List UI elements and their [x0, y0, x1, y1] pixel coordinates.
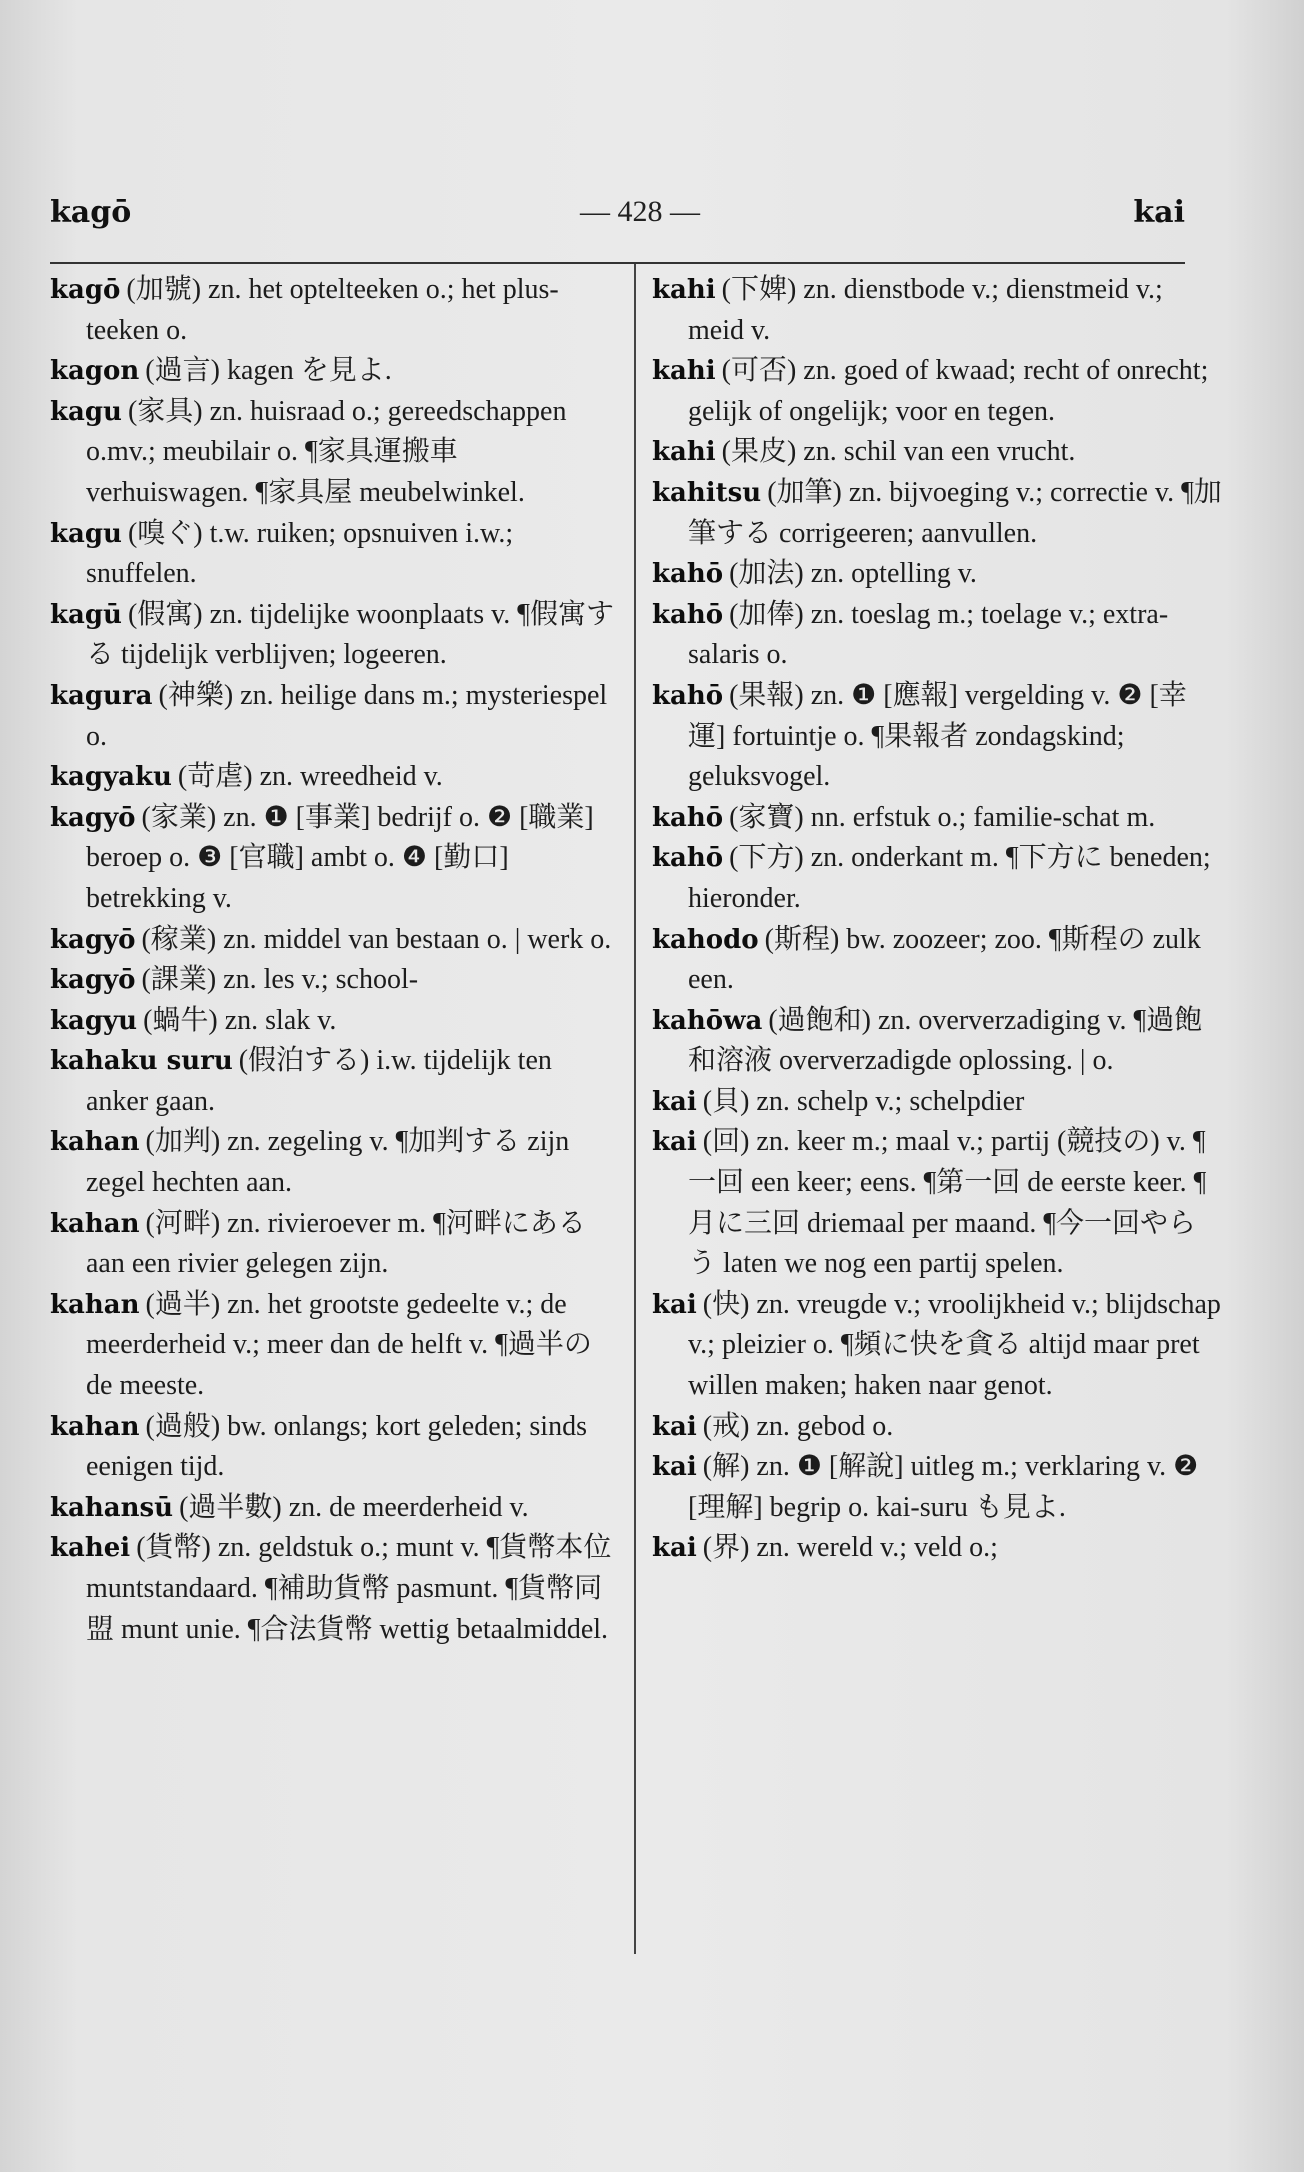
- left-column: [50, 270, 620, 1650]
- entry-headword: kahodo: [652, 924, 759, 955]
- entry-definition: (下方) zn. onderkant m. ¶下方に beneden; hieronder.: [688, 842, 1211, 914]
- entry-headword: kagu: [50, 518, 122, 549]
- page-header: [50, 195, 1185, 245]
- entry-definition: (過半數) zn. de meerderheid v.: [179, 1491, 529, 1523]
- entry-headword: kagyaku: [50, 762, 172, 793]
- entry-definition: (貝) zn. schelp v.; schelpdier: [702, 1085, 1025, 1117]
- entry-headword: kahei: [50, 1533, 131, 1564]
- entry-definition: (課業) zn. les v.; school-: [141, 964, 419, 996]
- dictionary-entry: [50, 1204, 620, 1285]
- entry-headword: kahan: [50, 1289, 140, 1320]
- entry-definition: (過飽和) zn. oververzadiging v. ¶過飽和溶液 oververzadigde oplossing. | o.: [688, 1004, 1203, 1077]
- entry-headword: kahan: [50, 1127, 140, 1158]
- entry-headword: kahi: [652, 356, 716, 387]
- entry-headword: kahō: [652, 680, 724, 711]
- entry-definition: (加俸) zn. toeslag m.; toelage v.; extra-salaris o.: [688, 598, 1169, 671]
- entry-headword: kagyō: [50, 924, 136, 955]
- entry-headword: kahitsu: [652, 477, 762, 508]
- entry-headword: kahan: [50, 1411, 140, 1442]
- entry-definition: (蝸牛) zn. slak v.: [143, 1004, 337, 1036]
- dictionary-entry: [50, 392, 620, 514]
- dictionary-entry: [652, 1528, 1222, 1569]
- dictionary-entry: [50, 1122, 620, 1203]
- entry-headword: kahi: [652, 275, 716, 305]
- entry-definition: (過般) bw. onlangs; kort geleden; sinds eenigen tijd.: [86, 1410, 587, 1483]
- entry-headword: kagu: [50, 396, 122, 427]
- dictionary-entry: [652, 676, 1222, 798]
- entry-headword: kahi: [652, 437, 716, 468]
- dictionary-entry: [50, 1001, 620, 1042]
- entry-definition: (回) zn. keer m.; maal v.; partij (競技の) v. ¶一回 een keer; eens. ¶第一回 de eerste keer. ¶月に三回 driemaal per maand. ¶今一回やらう laten we nog een partij spelen.: [688, 1126, 1207, 1280]
- entry-definition: (果皮) zn. schil van een vrucht.: [721, 436, 1076, 468]
- entry-definition: (假泊する) i.w. tijdelijk ten anker gaan.: [86, 1045, 552, 1117]
- entry-headword: kagyō: [50, 965, 136, 996]
- dictionary-entry: [652, 920, 1222, 1001]
- entry-definition: (快) zn. vreugde v.; vroolijkheid v.; blijdschap v.; pleizier o. ¶頻に快を貪る altijd maar pret willen maken; haken naar genot.: [688, 1288, 1221, 1402]
- entry-definition: (假寓) zn. tijdelijke woonplaats v. ¶假寓する tijdelijk verblijven; logeeren.: [86, 598, 614, 671]
- entry-definition: (神樂) zn. heilige dans m.; mysteriespel o.: [86, 679, 608, 752]
- entry-definition: (界) zn. wereld v.; veld o.;: [702, 1532, 998, 1564]
- dictionary-entry: [50, 351, 620, 392]
- entry-definition: (可否) zn. goed of kwaad; recht of onrecht; gelijk of ongelijk; voor en tegen.: [688, 355, 1209, 427]
- column-divider: [634, 264, 636, 1954]
- entry-definition: (加法) zn. optelling v.: [729, 558, 977, 590]
- entry-definition: (貨幣) zn. geldstuk o.; munt v. ¶貨幣本位 muntstandaard. ¶補助貨幣 pasmunt. ¶貨幣同盟 munt unie. ¶合法貨幣 wettig betaalmiddel.: [86, 1532, 612, 1645]
- dictionary-entry: [50, 1285, 620, 1407]
- dictionary-entry: [50, 676, 620, 757]
- entry-headword: kai: [652, 1411, 697, 1442]
- entry-headword: kai: [652, 1086, 697, 1117]
- dictionary-entry: [50, 1041, 620, 1122]
- entry-headword: kahaku suru: [50, 1046, 233, 1077]
- entry-headword: kahōwa: [652, 1005, 763, 1036]
- dictionary-entry: [652, 798, 1222, 839]
- entry-headword: kai: [652, 1452, 697, 1483]
- dictionary-entry: [50, 798, 620, 920]
- dictionary-entry: [652, 351, 1222, 432]
- entry-definition: (加號) zn. het optelteeken o.; het plus-teeken o.: [86, 274, 559, 346]
- right-guide-word: kai: [1133, 195, 1185, 230]
- dictionary-entry: [652, 554, 1222, 595]
- entry-headword: kagura: [50, 680, 153, 711]
- entry-headword: kai: [652, 1127, 697, 1158]
- entry-headword: kagon: [50, 356, 140, 387]
- entry-headword: kahō: [652, 802, 724, 833]
- entry-definition: (下婢) zn. dienstbode v.; dienstmeid v.; meid v.: [688, 274, 1163, 346]
- entry-definition: (稼業) zn. middel van bestaan o. | werk o.: [141, 923, 612, 955]
- dictionary-entry: [652, 595, 1222, 676]
- dictionary-entry: [652, 1447, 1222, 1528]
- entry-headword: kagū: [50, 599, 122, 630]
- entry-definition: (斯程) bw. zoozeer; zoo. ¶斯程の zulk een.: [688, 923, 1201, 996]
- entry-definition: (過半) zn. het grootste gedeelte v.; de meerderheid v.; meer dan de helft v. ¶過半の de meeste.: [86, 1288, 592, 1402]
- entry-definition: (家具) zn. huisraad o.; gereedschappen o.mv.; meubilair o. ¶家具運搬車 verhuiswagen. ¶家具屋 meubelwinkel.: [86, 395, 567, 508]
- entry-definition: (解) zn. ❶ [解說] uitleg m.; verklaring v. ❷ [理解] begrip o. kai-suru も見よ.: [688, 1451, 1199, 1523]
- entry-definition: (家業) zn. ❶ [事業] bedrijf o. ❷ [職業] beroep o. ❸ [官職] ambt o. ❹ [勤口] betrekking v.: [86, 801, 594, 914]
- dictionary-entry: [652, 838, 1222, 919]
- entry-definition: (河畔) zn. rivieroever m. ¶河畔にある aan een rivier gelegen zijn.: [86, 1207, 586, 1280]
- dictionary-entry: [50, 1407, 620, 1488]
- entry-definition: (苛虐) zn. wreedheid v.: [177, 761, 443, 793]
- dictionary-entry: [50, 514, 620, 595]
- entry-headword: kagō: [50, 275, 121, 305]
- dictionary-entry: [50, 1488, 620, 1529]
- dictionary-entry: [652, 1122, 1222, 1284]
- entry-definition: (過言) kagen を見よ.: [145, 355, 392, 387]
- entry-headword: kahō: [652, 599, 724, 630]
- entry-definition: (戒) zn. gebod o.: [702, 1410, 894, 1442]
- entry-definition: (加筆) zn. bijvoeging v.; correctie v. ¶加筆する corrigeeren; aanvullen.: [688, 476, 1222, 549]
- entry-headword: kahan: [50, 1208, 140, 1239]
- dictionary-entry: [652, 1407, 1222, 1448]
- entry-definition: (嗅ぐ) t.w. ruiken; opsnuiven i.w.; snuffelen.: [86, 517, 514, 590]
- entry-headword: kagyō: [50, 802, 136, 833]
- entry-headword: kai: [652, 1289, 697, 1320]
- dictionary-entry: [50, 920, 620, 961]
- page-number: — 428 —: [580, 195, 700, 228]
- dictionary-entry: [652, 1285, 1222, 1407]
- dictionary-entry: [652, 270, 1222, 351]
- entry-headword: kahō: [652, 559, 724, 590]
- dictionary-entry: [50, 757, 620, 798]
- right-column: [652, 270, 1222, 1569]
- entry-headword: kahansū: [50, 1492, 174, 1523]
- dictionary-entry: [652, 473, 1222, 554]
- entry-headword: kai: [652, 1533, 697, 1564]
- entry-definition: (果報) zn. ❶ [應報] vergelding v. ❷ [幸運] fortuintje o. ¶果報者 zondagskind; geluksvogel.: [688, 679, 1187, 793]
- dictionary-entry: [652, 1082, 1222, 1123]
- dictionary-entry: [652, 1001, 1222, 1082]
- entry-definition: (加判) zn. zegeling v. ¶加判する zijn zegel hechten aan.: [86, 1126, 570, 1199]
- header-rule: [50, 262, 1185, 264]
- entry-headword: kahō: [652, 843, 724, 874]
- dictionary-entry: [50, 1528, 620, 1650]
- dictionary-entry: [50, 960, 620, 1001]
- dictionary-entry: [50, 595, 620, 676]
- entry-definition: (家寶) nn. erfstuk o.; familie-schat m.: [729, 801, 1156, 833]
- entry-headword: kagyu: [50, 1005, 138, 1036]
- left-guide-word: kagō: [50, 195, 132, 230]
- dictionary-entry: [652, 432, 1222, 473]
- dictionary-entry: [50, 270, 620, 351]
